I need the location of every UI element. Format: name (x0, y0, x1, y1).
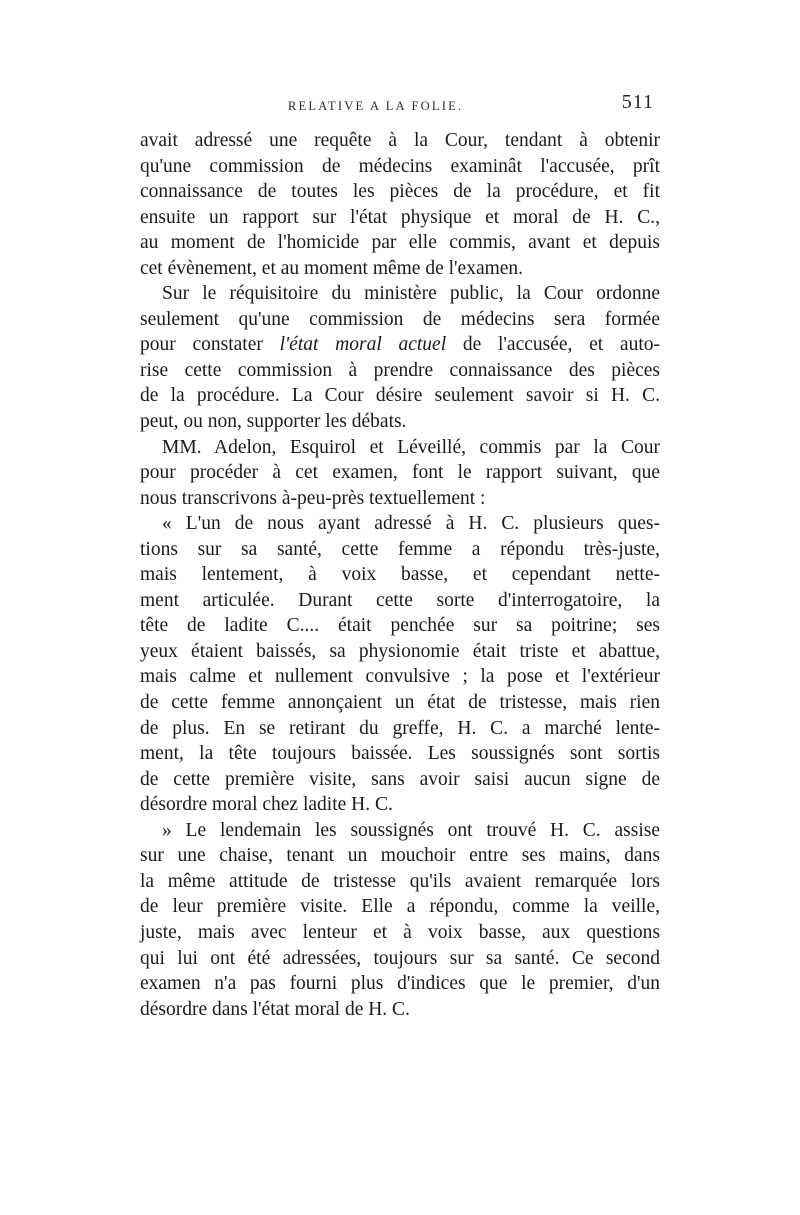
running-title: RELATIVE A LA FOLIE. (288, 99, 464, 113)
text-line: nous transcrivons à-peu-près textuellement : (140, 487, 486, 509)
text-line: seulement qu'une commission de médecins sera formée (140, 308, 660, 330)
text-line: la même attitude de tristesse qu'ils avaient remarquée lors (140, 870, 660, 892)
text-line: » Le lendemain les soussignés ont trouvé H. C. assise (162, 819, 660, 841)
text-line: qu'une commission de médecins examinât l'accusée, prît (140, 155, 660, 177)
text-line: sur une chaise, tenant un mouchoir entre ses mains, dans (140, 845, 660, 867)
text-line: ment, la tête toujours baissée. Les soussignés sont sortis (140, 743, 660, 765)
text-line: ensuite un rapport sur l'état physique et moral de H. C., (140, 206, 660, 228)
text-line-with-italic (140, 332, 660, 358)
text-line: « L'un de nous ayant adressé à H. C. plusieurs ques- (162, 513, 660, 535)
body-text (140, 128, 660, 1022)
text-line: cet évènement, et au moment même de l'examen. (140, 257, 524, 279)
text-line: de cette femme annonçaient un état de tristesse, mais rien (140, 692, 660, 714)
text-line: tête de ladite C.... était penchée sur sa poitrine; ses (140, 615, 660, 637)
text-line: rise cette commission à prendre connaissance des pièces (140, 359, 660, 381)
text-segment: pour constater (140, 334, 280, 356)
text-line: qui lui ont été adressées, toujours sur sa santé. Ce second (140, 947, 660, 969)
text-line: examen n'a pas fourni plus d'indices que le premier, d'un (140, 973, 660, 995)
text-line: de plus. En se retirant du greffe, H. C. a marché lente- (140, 717, 660, 739)
text-line: de leur première visite. Elle a répondu, comme la veille, (140, 896, 660, 918)
page-number: 511 (621, 91, 654, 113)
text-line: Sur le réquisitoire du ministère public, la Cour ordonne (162, 283, 660, 305)
text-line: au moment de l'homicide par elle commis, avant et depuis (140, 232, 660, 254)
italic-phrase: l'état moral actuel (279, 334, 447, 356)
running-head (140, 91, 658, 121)
text-line: MM. Adelon, Esquirol et Léveillé, commis par la Cour (162, 436, 660, 458)
text-line: mais lentement, à voix basse, et cependant nette- (140, 564, 660, 586)
text-line: ment articulée. Durant cette sorte d'interrogatoire, la (140, 589, 660, 611)
text-line: connaissance de toutes les pièces de la procédure, et fit (140, 181, 660, 203)
text-line: avait adressé une requête à la Cour, tendant à obtenir (140, 130, 660, 151)
text-line: désordre moral chez ladite H. C. (140, 794, 393, 816)
text-line: désordre dans l'état moral de H. C. (140, 998, 410, 1020)
text-line: juste, mais avec lenteur et à voix basse, aux questions (140, 921, 660, 943)
text-line: yeux étaient baissés, sa physionomie était triste et abattue, (140, 640, 660, 662)
text-line: de cette première visite, sans avoir saisi aucun signe de (140, 768, 660, 790)
text-line: mais calme et nullement convulsive ; la pose et l'extérieur (140, 666, 660, 688)
text-line: de la procédure. La Cour désire seulement savoir si H. C. (140, 385, 660, 407)
text-line: tions sur sa santé, cette femme a répondu très-juste, (140, 538, 660, 560)
text-segment: de l'accusée, et auto- (446, 334, 660, 356)
text-line: pour procéder à cet examen, font le rapport suivant, que (140, 462, 660, 484)
text-line: peut, ou non, supporter les débats. (140, 411, 407, 433)
